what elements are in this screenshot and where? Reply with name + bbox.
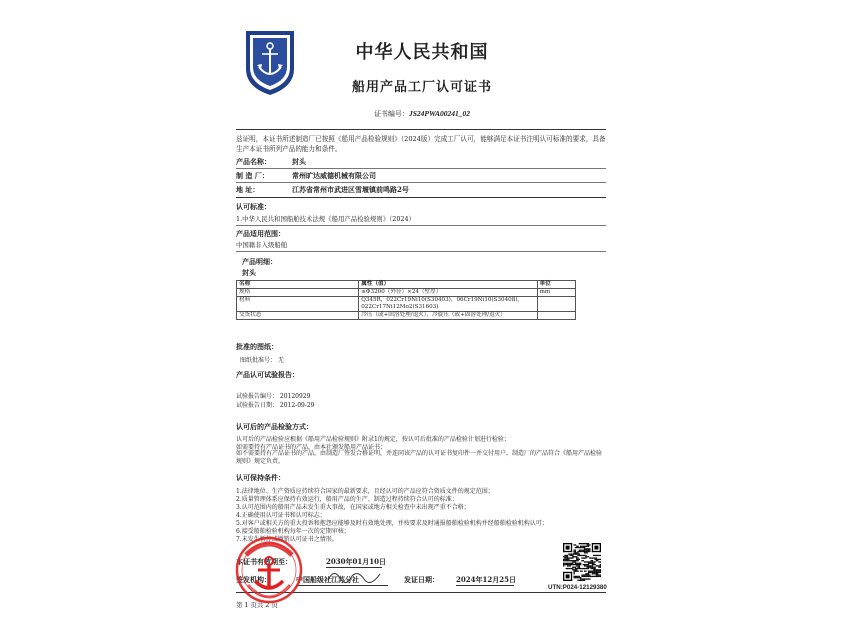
table-cell: 规格 [237,289,359,297]
certificate-subtitle: 船用产品工厂认可证书 [351,80,492,95]
report-number: 试验报告编号： 20120929 [236,393,311,400]
field-rule [236,197,606,198]
condition-line: 5.对客户或相关方的重大投诉和抱怨应能够及时有效地处理，并按要求及时通报船舶检验机构并经船舶检验机构认可； [236,520,548,527]
standard-text: 1.中华人民共和国船舶技术法规《船用产品检验规则》（2024） [236,215,415,223]
drawings-text: 图纸批准号： 无 [240,357,284,364]
validity-label: 本证书有效期至： [236,557,292,566]
certificate-page [230,18,614,620]
details-product: 封头 [242,268,256,277]
condition-line: 7.未发生暂停或撤销认可证书之情形。 [236,536,338,543]
condition-line: 4.正确使用认可证书和认可标志； [236,512,326,519]
inspection-line: 认可后的产品检验应根据《船用产品检验规则》附录1的规定，按认可后批准的产品检验计划进行检验； [236,436,510,443]
qr-code-icon [563,543,601,581]
drawings-heading: 批准的图纸： [236,342,278,351]
inspection-line: 如不需要持有产品证书的产品，由制造厂签发合格证明，并连同该产品的认可证书复印件一并交付用户，制造厂的产品符合《船用产品检验规则》规定负责。 [236,450,603,465]
product-name-value: 封头 [292,157,306,166]
field-rule [236,168,606,169]
certificate-intro: 兹证明，本证书所述制造厂已按照《船用产品检验规则》（2024版）完成工厂认可，能够满足本证书注明认可标准的要求，具备生产本证书所列产品的能力和条件。 [236,135,606,153]
product-details-table [236,280,576,320]
issuer-name: 中国船级社江苏分社 [296,575,388,586]
report-date: 试验报告日期： 2012-09-29 [236,402,315,409]
header-rule [236,129,606,130]
section-rule [236,225,606,226]
scope-text: 中国籍非入级船舶 [236,241,288,249]
inspection-line: 如需要持有产品证书的产品，由本社颁发船用产品证书； [236,444,387,451]
section-rule [236,251,606,252]
page-number: 第 1 页共 2 页 [236,601,278,609]
issue-date-label: 发证日期： [404,575,439,584]
product-name-label: 产品名称： [236,157,271,166]
certificate-title: 中华人民共和国 [355,42,489,63]
signature-icon [326,566,386,586]
details-heading: 产品明细： [242,257,277,266]
table-row [237,289,576,297]
table-cell: mm [537,289,575,297]
certificate-number: 证书编号：JS24PWA00241_02 [373,109,471,118]
address-value: 江苏省常州市武进区雪堰镇前鸣路2号 [292,185,409,194]
table-cell [537,312,575,320]
table-cell: ≤Φ3200（外径）×24（壁厚） [359,289,537,297]
manufacturer-value: 常州旷达威德机械有限公司 [292,171,376,180]
report-heading: 产品认可试验报告： [236,370,299,379]
table-cell: 冷压（或+固溶处理/退火），冷旋压（或+固溶处理/退火） [359,312,537,320]
column-header: 名称 [237,281,359,289]
inspection-heading: 认可后的产品检验方式： [236,422,313,431]
scope-heading: 产品适用范围： [236,229,285,238]
table-cell: 交货状态 [237,312,359,320]
table-header-row [237,281,576,289]
utn-number: UTN:P024-12129380 [548,584,607,591]
table-row [237,297,576,312]
condition-line: 1.法律地位、生产资质应持续符合国家的最新要求，且经认可的产品应符合资质文件的规定范围； [236,488,494,495]
condition-line: 2.质量管理体系应保持有效运行，船用产品的生产、制造过程持续符合认可的标准； [236,496,458,503]
issue-date: 2024年12月25日 [456,575,516,584]
conditions-heading: 认可保持条件： [236,473,285,482]
table-cell: Q345R，022Cr19Ni10(S30403)，06Cr19Ni10(S30408)，022Cr17Ni12Mo2(S31603) [359,297,537,312]
column-header: 单位 [537,281,575,289]
validity-date: 2030年01月10日 [326,557,386,566]
red-seal-stamp-icon [234,533,304,607]
column-header: 属性（值） [359,281,537,289]
address-label: 地 址： [236,185,260,194]
condition-line: 3.认可范围内的船用产品未发生重大事故，在国家或地方相关检查中未出现严重不合格； [236,504,470,511]
field-rule [236,182,606,183]
table-cell: 材料 [237,297,359,312]
table-cell [537,297,575,312]
manufacturer-label: 制 造 厂： [236,171,269,180]
standard-heading: 认可标准： [236,202,271,211]
issuer-label: 签发机构： [236,575,271,584]
condition-line: 6.接受船舶检验机构每年一次的定期审核； [236,528,350,535]
table-row [237,312,576,320]
